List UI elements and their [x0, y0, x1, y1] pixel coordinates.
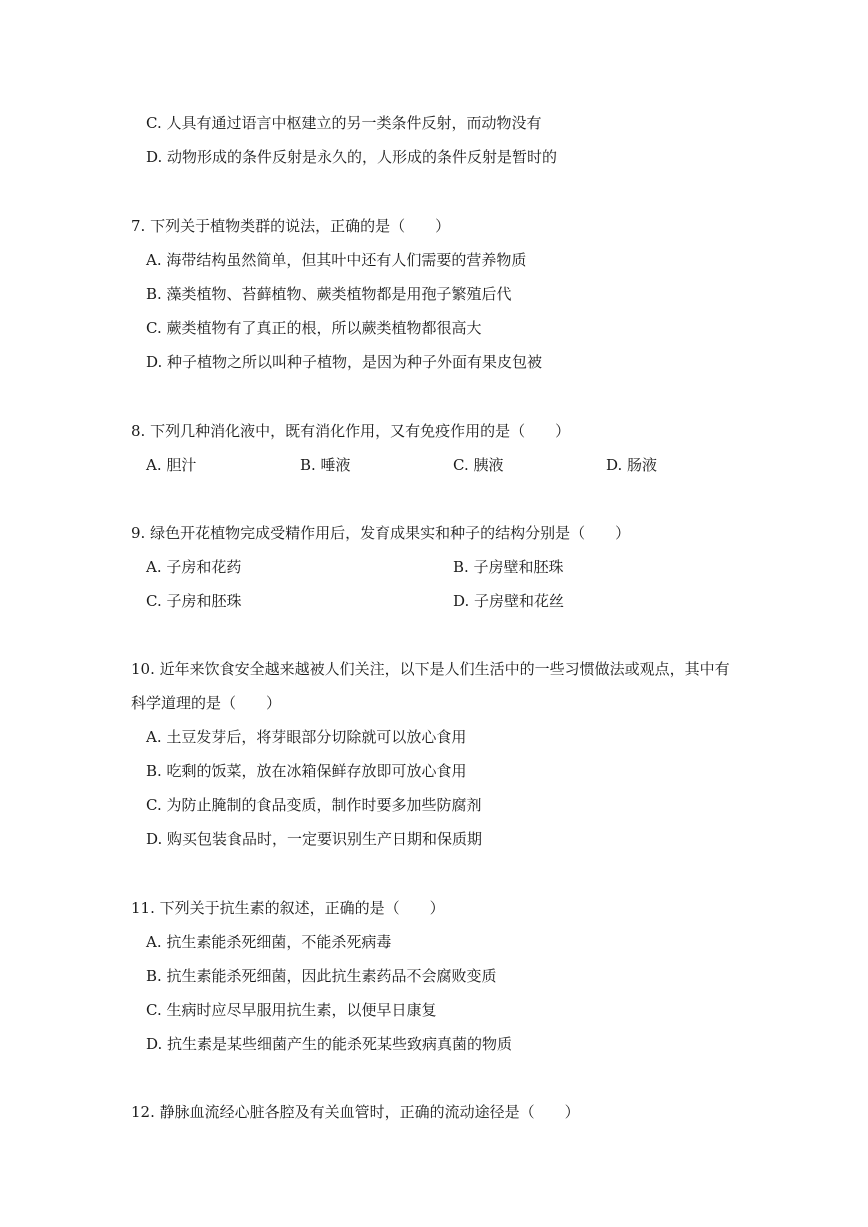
q8-option-c: C. 胰液	[453, 456, 504, 474]
q8-option-d: D. 肠液	[606, 456, 658, 474]
q7-option-a: A. 海带结构虽然简单，但其叶中还有人们需要的营养物质	[146, 251, 527, 269]
q8-option-b: B. 唾液	[300, 456, 351, 474]
q9-option-b: B. 子房壁和胚珠	[453, 558, 564, 576]
q9-option-d: D. 子房壁和花丝	[453, 592, 565, 610]
q10-option-d: D. 购买包装食品时，一定要识别生产日期和保质期	[146, 830, 483, 848]
q6-option-d: D. 动物形成的条件反射是永久的，人形成的条件反射是暂时的	[146, 148, 558, 166]
q7-option-b: B. 藻类植物、苔藓植物、蕨类植物都是用孢子繁殖后代	[146, 285, 512, 303]
q7-option-c: C. 蕨类植物有了真正的根，所以蕨类植物都很高大	[146, 319, 482, 337]
q8-stem: 8. 下列几种消化液中，既有消化作用，又有免疫作用的是（ ）	[131, 422, 571, 440]
q10-option-c: C. 为防止腌制的食品变质，制作时要多加些防腐剂	[146, 796, 482, 814]
q9-option-a: A. 子房和花药	[146, 558, 242, 576]
q12-stem: 12. 静脉血流经心脏各腔及有关血管时，正确的流动途径是（ ）	[131, 1103, 580, 1121]
q11-option-c: C. 生病时应尽早服用抗生素，以便早日康复	[146, 1001, 437, 1019]
q7-option-d: D. 种子植物之所以叫种子植物，是因为种子外面有果皮包被	[146, 353, 543, 371]
q6-option-c: C. 人具有通过语言中枢建立的另一类条件反射，而动物没有	[146, 114, 542, 132]
q9-stem: 9. 绿色开花植物完成受精作用后，发育成果实和种子的结构分别是（ ）	[131, 524, 631, 542]
q10-option-b: B. 吃剩的饭菜，放在冰箱保鲜存放即可放心食用	[146, 762, 467, 780]
q10-stem-line2: 科学道理的是（ ）	[131, 694, 282, 712]
q9-option-c: C. 子房和胚珠	[146, 592, 242, 610]
q11-option-a: A. 抗生素能杀死细菌，不能杀死病毒	[146, 933, 392, 951]
q10-stem-line1: 10. 近年来饮食安全越来越被人们关注，以下是人们生活中的一些习惯做法或观点，其中有	[131, 660, 730, 678]
q8-option-a: A. 胆汁	[146, 456, 197, 474]
q7-stem: 7. 下列关于植物类群的说法，正确的是（ ）	[131, 217, 451, 235]
q11-option-d: D. 抗生素是某些细菌产生的能杀死某些致病真菌的物质	[146, 1035, 513, 1053]
q11-stem: 11. 下列关于抗生素的叙述，正确的是（ ）	[131, 899, 445, 917]
q11-option-b: B. 抗生素能杀死细菌，因此抗生素药品不会腐败变质	[146, 967, 497, 985]
q10-option-a: A. 土豆发芽后，将芽眼部分切除就可以放心食用	[146, 728, 467, 746]
